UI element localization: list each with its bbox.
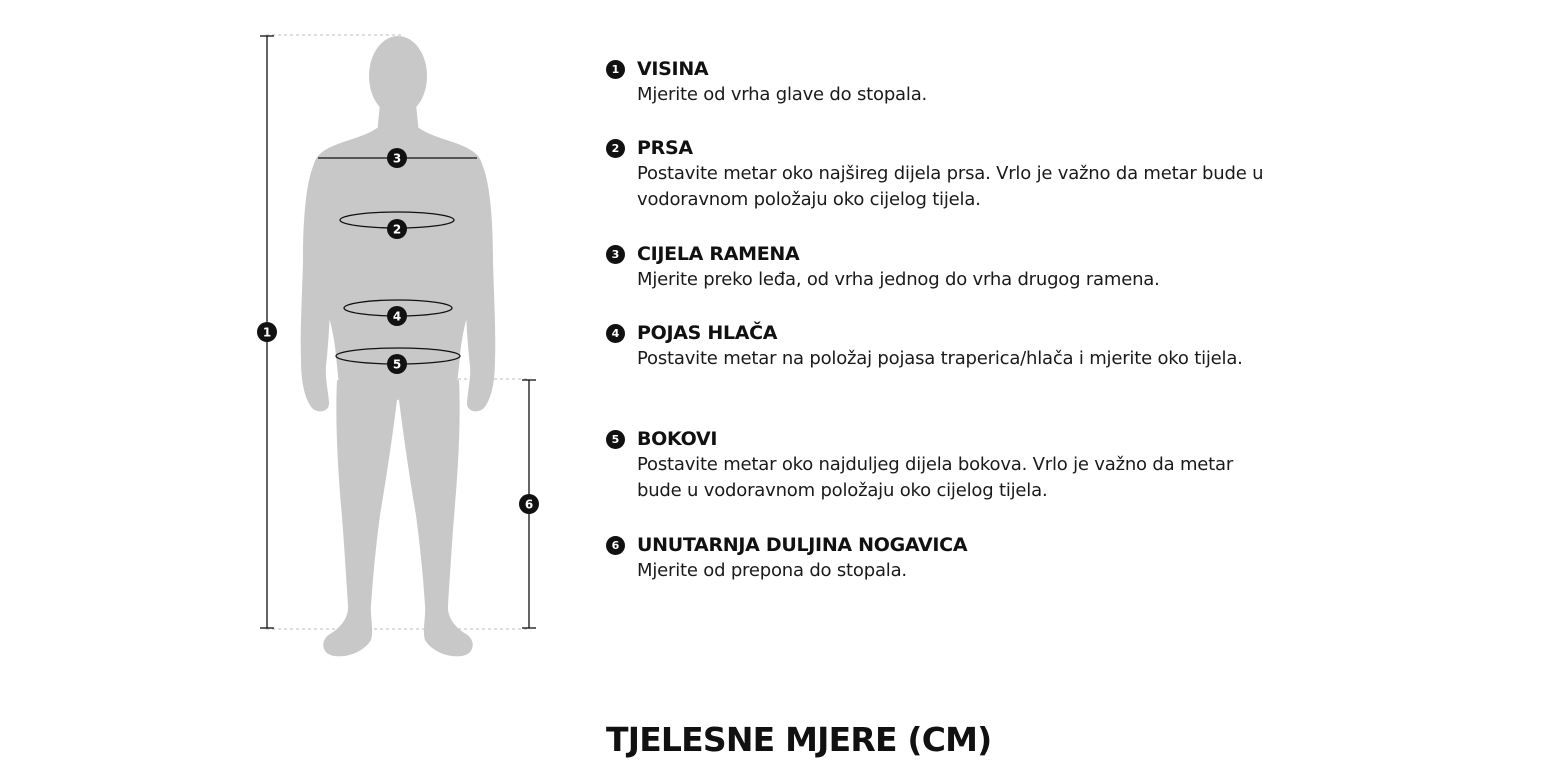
marker-6-label: 6 (524, 497, 534, 512)
guide-item-shoulders (606, 241, 1266, 320)
guide-number-badge: 6 (606, 536, 625, 555)
guide-number-badge: 1 (606, 60, 625, 79)
marker-4-label: 4 (392, 309, 402, 324)
guide-item-title: POJAS HLAČA (637, 322, 778, 344)
guide-number-badge: 2 (606, 139, 625, 158)
guide-item-title: PRSA (637, 137, 693, 159)
guide-item-title: UNUTARNJA DULJINA NOGAVICA (637, 534, 968, 556)
guide-item-hips (606, 426, 1266, 532)
guide-item-title: VISINA (637, 58, 709, 80)
marker-1-label: 1 (262, 325, 272, 340)
body-silhouette (301, 36, 496, 656)
marker-5-label: 5 (392, 357, 402, 372)
marker-5 (387, 354, 407, 374)
guide-item-description: Postavite metar oko najšireg dijela prsa. Vrlo je važno da metar bude u vodoravnom položaju oko cijelog tijela. (637, 163, 1264, 210)
guide-item-chest (606, 135, 1266, 241)
marker-4 (387, 306, 407, 326)
guide-item-height (606, 56, 1266, 135)
measurement-guide-list (606, 56, 1266, 584)
guide-item-inseam (606, 532, 1266, 584)
guide-item-waist (606, 320, 1266, 426)
guide-item-description: Mjerite preko leđa, od vrha jednog do vrha drugog ramena. (637, 269, 1160, 290)
guide-item-title: BOKOVI (637, 428, 718, 450)
guide-item-title: CIJELA RAMENA (637, 243, 800, 265)
marker-3-label: 3 (392, 151, 402, 166)
guide-item-description: Postavite metar na položaj pojasa traperica/hlača i mjerite oko tijela. (637, 348, 1243, 369)
guide-item-description: Mjerite od prepona do stopala. (637, 560, 907, 581)
marker-2 (387, 219, 407, 239)
guide-item-description: Postavite metar oko najduljeg dijela bokova. Vrlo je važno da metar bude u vodoravnom položaju oko cijelog tijela. (637, 454, 1234, 501)
guide-number-badge: 3 (606, 245, 625, 264)
page-title: TJELESNE MJERE (CM) (606, 720, 992, 759)
guide-number-badge: 5 (606, 430, 625, 449)
guide-number-badge: 4 (606, 324, 625, 343)
marker-6 (519, 494, 539, 514)
marker-2-label: 2 (392, 222, 402, 237)
marker-3 (387, 148, 407, 168)
body-measurement-figure (240, 20, 560, 670)
marker-1 (257, 322, 277, 342)
guide-item-description: Mjerite od vrha glave do stopala. (637, 84, 928, 105)
